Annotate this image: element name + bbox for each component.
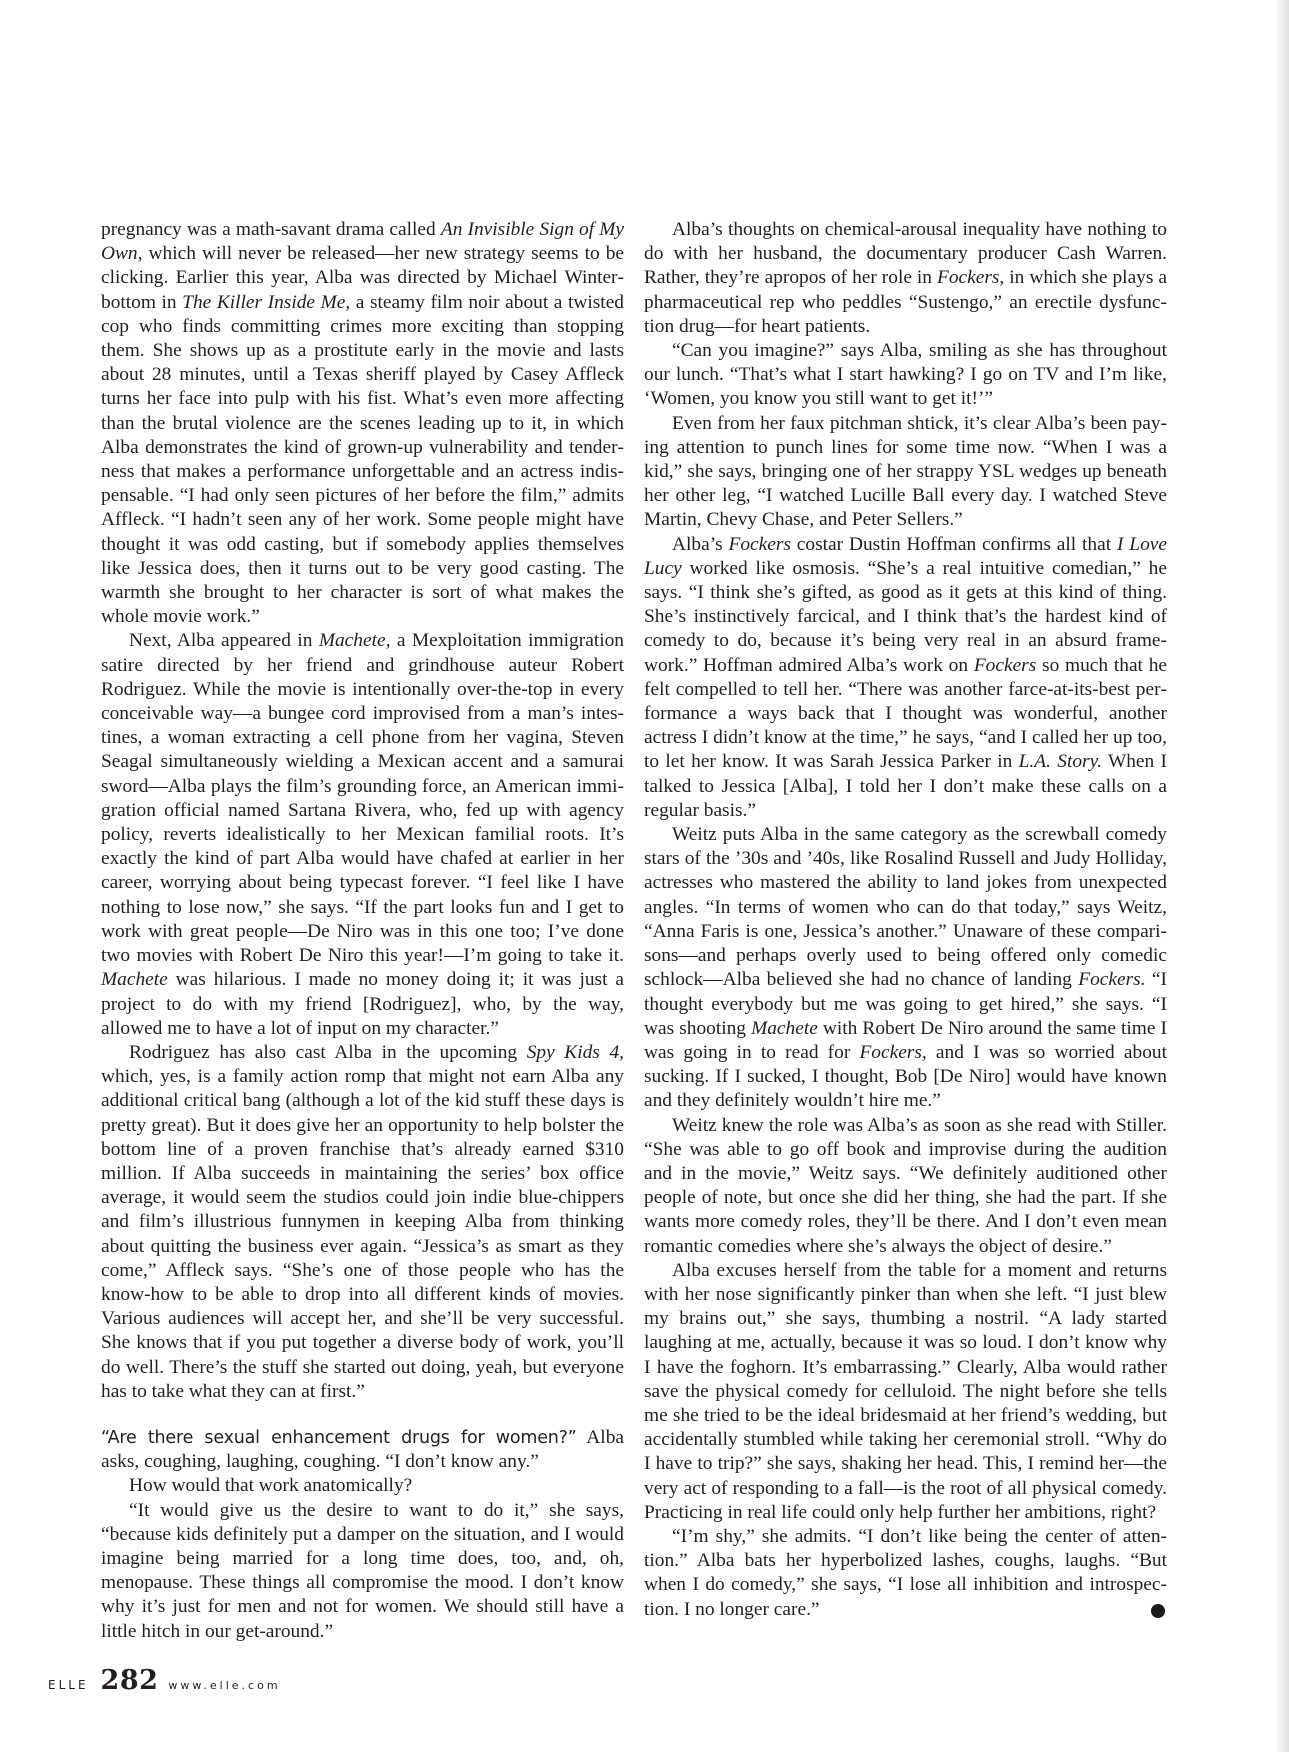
title-italic: Fockers xyxy=(973,654,1037,676)
magazine-url: www.elle.com xyxy=(168,1679,281,1692)
text-run: in which she plays a pharmaceutical rep who peddles “Sustengo,” an erectile dysfunction drug—for heart patients. xyxy=(644,267,1167,337)
text-run: Next, Alba appeared in xyxy=(129,630,319,652)
text-run: so much that he felt compelled to tell her. “There was another farce-at-its-best performance a ways back that I thought was wonderful, another actress I didn’t know at the time,” he says, “and I called her up too, to let her know. It was Sarah Jessica Parker in xyxy=(644,654,1168,773)
paragraph xyxy=(101,1041,624,1404)
paragraph xyxy=(644,1525,1167,1622)
title-italic: Machete, xyxy=(318,630,391,652)
paragraph xyxy=(644,412,1167,533)
title-italic: An Invisible Sign of My Own, xyxy=(101,219,625,265)
text-run: and I was so worried about sucking. If I sucked, I thought, Bob [De Niro] would have known and they definitely wouldn’t hire me.” xyxy=(644,1041,1167,1112)
text-run: “Can you imagine?” says Alba, smiling as she has throughout our lunch. “That’s what I start hawking? I go on TV and I’m like, ‘Women, you know you still want to get it!’” xyxy=(644,340,1167,410)
paragraph xyxy=(644,823,1167,1113)
section-lead-in: “Are there sexual enhancement drugs for women?” xyxy=(101,1427,577,1448)
text-run: How would that work anatomically? xyxy=(129,1475,413,1497)
text-run: Rodriguez has also cast Alba in the upcoming xyxy=(129,1041,527,1063)
page-number: 282 xyxy=(100,1665,159,1696)
text-run: which will never be released—her new strategy seems to be clicking. Earlier this year, Alba was directed by Michael Winterbottom in xyxy=(101,243,624,313)
text-run: a Mexploitation immigration satire directed by her friend and grindhouse auteur Robert Rodriguez. While the movie is intentionally over-the-top in every conceivable way—a bungee cord improvised from a man’s intestines, a woman extracting a cell phone from her vagina, Steven Seagal simultaneously wielding a Mexican accent and a samurai sword—Alba plays the film’s grounding force, an American immigration official named Sartana Rivera, who, fed up with agency policy, reverts idealistically to her Mexican familial roots. It’s exactly the kind of part Alba would have chafed at earlier in her career, worrying about being typecast forever. “I feel like I have nothing to lose now,” she says. “If the part looks fun and I get to work with great people—De Niro was in this one too; I’ve done two movies with Robert De Niro this year!—I’m going to take it. xyxy=(101,630,624,967)
paragraph xyxy=(101,218,624,629)
paragraph xyxy=(101,1426,624,1474)
text-run: Even from her faux pitchman shtick, it’s clear Alba’s been paying attention to punch lines for some time now. “When I was a kid,” she says, bringing one of her strappy YSL wedges up beneath her other leg, “I watched Lucille Ball every day. I watched Steve Martin, Chevy Chase, and Peter Sellers.” xyxy=(644,412,1167,531)
title-italic: Spy Kids 4, xyxy=(526,1041,624,1063)
title-italic: Machete xyxy=(751,1017,818,1039)
paragraph xyxy=(101,629,624,1040)
title-italic: Fockers, xyxy=(936,267,1005,289)
text-run: worked like osmosis. “She’s a real intuitive comedian,” he says. “I think she’s gifted, as good as it gets at this kind of thing. She’s instinctively farcical, and I think that’s the hardest kind of comedy to do, because it’s being very real in an absurd framework.” Hoffman admired Alba’s work on xyxy=(644,557,1167,676)
title-italic: Machete xyxy=(101,969,168,991)
paragraph xyxy=(644,1259,1167,1525)
text-run: “I’m shy,” she admits. “I don’t like being the center of attention.” Alba bats her hyperbolized lashes, coughs, laughs. “But when I do comedy,” she says, “I lose all inhibition and introspection. I no longer care.” xyxy=(644,1525,1167,1620)
text-run: pregnancy was a math-savant drama called xyxy=(101,219,441,240)
title-italic: Fockers, xyxy=(859,1041,927,1063)
title-italic: L.A. Story. xyxy=(1018,751,1102,773)
title-italic: The Killer Inside Me, xyxy=(182,291,351,313)
text-run: costar Dustin Hoffman confirms all that xyxy=(790,533,1117,555)
paragraph xyxy=(644,339,1167,412)
paragraph xyxy=(101,1499,624,1644)
text-run: Alba’s thoughts on chemical-arousal inequality have nothing to do with her husband, the documentary producer Cash Warren. Rather, they’re apropos of her role in xyxy=(644,219,1167,289)
text-run: Alba excuses herself from the table for a moment and returns with her nose significantly pinker than when she left. “I just blew my brains out,” she says, thumbing a nostril. “A lady started laughing at me, actually, because it was so loud. I don’t know why I have the foghorn. It’s embarrassing.” Clearly, Alba would rather save the physical comedy for celluloid. The night before she tells me she tried to be the ideal bridesmaid at her friend’s wedding, but accidentally stumbled while taking her ceremonial stroll. “Why do I have to trip?” she says, shaking her head. This, I remind her—the very act of responding to a fall—is the root of all physical comedy. Practicing in real life could only help further her ambitions, right? xyxy=(644,1259,1167,1523)
title-italic: Fockers. xyxy=(1078,969,1146,991)
text-run: a steamy film noir about a twisted cop who finds committing crimes more exciting than stopping them. She shows up as a prostitute early in the movie and lasts about 28 minutes, until a Texas sheriff played by Casey Affleck turns her face into pulp with his fist. What’s even more affecting than the brutal violence are the scenes leading up to it, in which Alba demonstrates the kind of grown-up vulnerability and tenderness that makes a performance unforgettable and an actress indispensable. “I had only seen pictures of her before the film,” admits Affleck. “I hadn’t seen any of her work. Some people might have thought it was odd casting, but if somebody applies themselves like Jessica does, then it turns out to be very good casting. The warmth she brought to her character is sort of what makes the whole movie work.” xyxy=(101,291,624,628)
paragraph xyxy=(644,218,1167,339)
text-run: Weitz knew the role was Alba’s as soon as she read with Stiller. “She was able to go off book and improvise during the audition and in the movie,” Weitz says. “We definitely auditioned other people of note, but once she did her thing, she had the part. If she wants more comedy roles, they’ll be there. And I don’t even mean romantic comedies where she’s always the object of desire.” xyxy=(644,1114,1167,1257)
title-italic: Fockers xyxy=(728,533,791,555)
article-column-left xyxy=(101,218,624,1644)
page-footer xyxy=(48,1665,281,1695)
text-run: “It would give us the desire to want to do it,” she says, “because kids definitely put a damper on the situation, and I would imagine being married for a long time does, too, and, oh, menopause. These things all compromise the mood. I don’t know why it’s just for men and not for women. We should still have a little hitch in our get-around.” xyxy=(101,1499,624,1642)
text-run: “I thought everybody but me was going to get hired,” she says. “I was shooting xyxy=(644,969,1167,1039)
text-run: was hilarious. I made no money doing it; it was just a project to do with my friend [Rodriguez], who, by the way, allowed me to have a lot of input on my character.” xyxy=(101,969,624,1039)
paragraph xyxy=(101,1474,624,1498)
text-run: with Robert De Niro around the same time I was going in to read for xyxy=(644,1017,1167,1063)
text-run: Weitz puts Alba in the same category as the screwball comedy stars of the ’30s and ’40s, like Rosalind Russell and Judy Holliday, actresses who mastered the ability to land jokes from unexpected angles. “In terms of women who can do that today,” says Weitz, “Anna Faris is one, Jessica’s another.” Unaware of these comparisons—and perhaps overly used to being offered only comedic schlock—Alba believed she had no chance of landing xyxy=(644,824,1167,991)
article-column-right xyxy=(644,218,1167,1622)
paragraph xyxy=(644,1114,1167,1259)
magazine-name: ELLE xyxy=(48,1678,89,1692)
paragraph xyxy=(644,533,1167,823)
text-run: Alba’s xyxy=(672,533,729,555)
title-italic: I Love Lucy xyxy=(644,533,1167,579)
end-of-article-mark xyxy=(1151,1604,1165,1618)
text-run: Alba asks, coughing, laughing, coughing. “I don’t know any.” xyxy=(101,1426,624,1473)
text-run: When I talked to Jessica [Alba], I told her I don’t make these calls on a regular basis.” xyxy=(644,751,1167,821)
page-edge-shadow xyxy=(1275,0,1289,1752)
text-run: which, yes, is a family action romp that might not earn Alba any additional critical bang (although a lot of the kid stuff these days is pretty great). But it does give her an opportunity to help bolster the bottom line of a proven franchise that’s already earned $310 million. If Alba succeeds in maintaining the series’ box office average, it would seem the studios could join indie blue-chippers and film’s illustrious funnymen in keeping Alba from thinking about quitting the business ever again. “Jessica’s as smart as they come,” Affleck says. “She’s one of those people who has the know-how to be able to drop into all different kinds of movies. Various audiences will accept her, and she’ll be very successful. She knows that if you put together a diverse body of work, you’ll do well. There’s the stuff she started out doing, yeah, but everyone has to take what they can at first.” xyxy=(101,1066,624,1402)
